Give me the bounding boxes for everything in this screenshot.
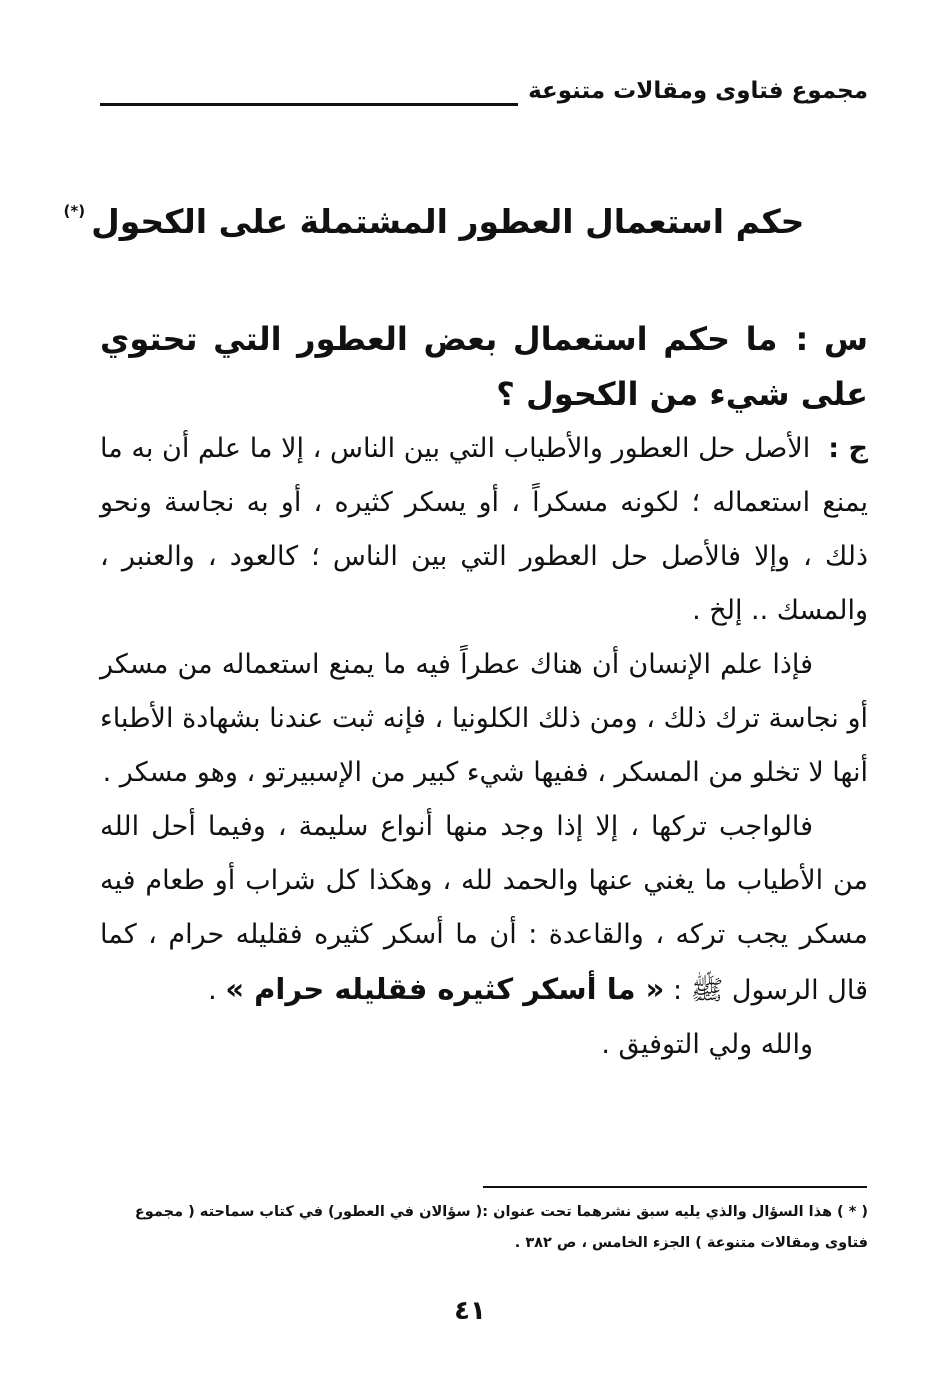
answer-label: ج : (828, 433, 868, 464)
answer-paragraph-3 (100, 800, 868, 1018)
answer-text-3: فالواجب تركها ، إلا إذا وجد منها أنواع سليمة ، وفيما أحل الله من الأطياب ما يغني عنها والحمد لله ، وهكذا كل شراب أو طعام فيه مسكر يجب تركه ، والقاعدة : أن ما أسكر كثيره فقليله حرام ، كما قال الرسول ﷺ : (100, 811, 868, 1006)
title-block (0, 202, 940, 241)
paragraph-end-mark: . (208, 975, 217, 1006)
footnote-text: ( * ) هذا السؤال والذي يليه سبق نشرهما تحت عنوان :( سؤالان في العطور) في كتاب سماحته ( مجموع فتاوى ومقالات متنوعة ) الجزء الخامس ، ص ٣٨٢ . (134, 1204, 868, 1251)
header-rule (100, 103, 518, 106)
question-text: ما حكم استعمال بعض العطور التي تحتوي على شيء من الكحول ؟ (100, 320, 868, 413)
answer-paragraph-2: فإذا علم الإنسان أن هناك عطراً فيه ما يمنع استعماله من مسكر أو نجاسة ترك ذلك ، ومن ذلك الكلونيا ، فإنه ثبت عندنا بشهادة الأطباء أنها لا تخلو من المسكر ، ففيها شيء كبير من الإسبيرتو ، وهو مسكر . (100, 649, 868, 788)
answer-paragraph-1 (100, 422, 868, 638)
article-body (100, 312, 868, 1072)
hadith-quote: « ما أسكر كثيره فقليله حرام » (225, 972, 665, 1006)
closing-line: والله ولي التوفيق . (601, 1029, 813, 1060)
answer-text-1: الأصل حل العطور والأطياب التي بين الناس ، إلا ما علم أن به ما يمنع استعماله ؛ لكونه مسكراً ، أو يسكر كثيره ، أو به نجاسة ونحو ذلك ، وإلا فالأصل حل العطور التي بين الناس ؛ كالعود ، والعنبر ، والمسك .. إلخ . (100, 433, 868, 626)
running-header: مجموع فتاوى ومقالات متنوعة (528, 78, 868, 104)
article-title-text: حكم استعمال العطور المشتملة على الكحول (91, 202, 805, 241)
question-paragraph (100, 312, 868, 422)
question-label: س : (795, 320, 868, 358)
footnote-rule (483, 1186, 867, 1188)
article-title (64, 202, 805, 241)
page-number: ٤١ (454, 1296, 486, 1326)
footnote-marker: (*) (63, 202, 86, 220)
